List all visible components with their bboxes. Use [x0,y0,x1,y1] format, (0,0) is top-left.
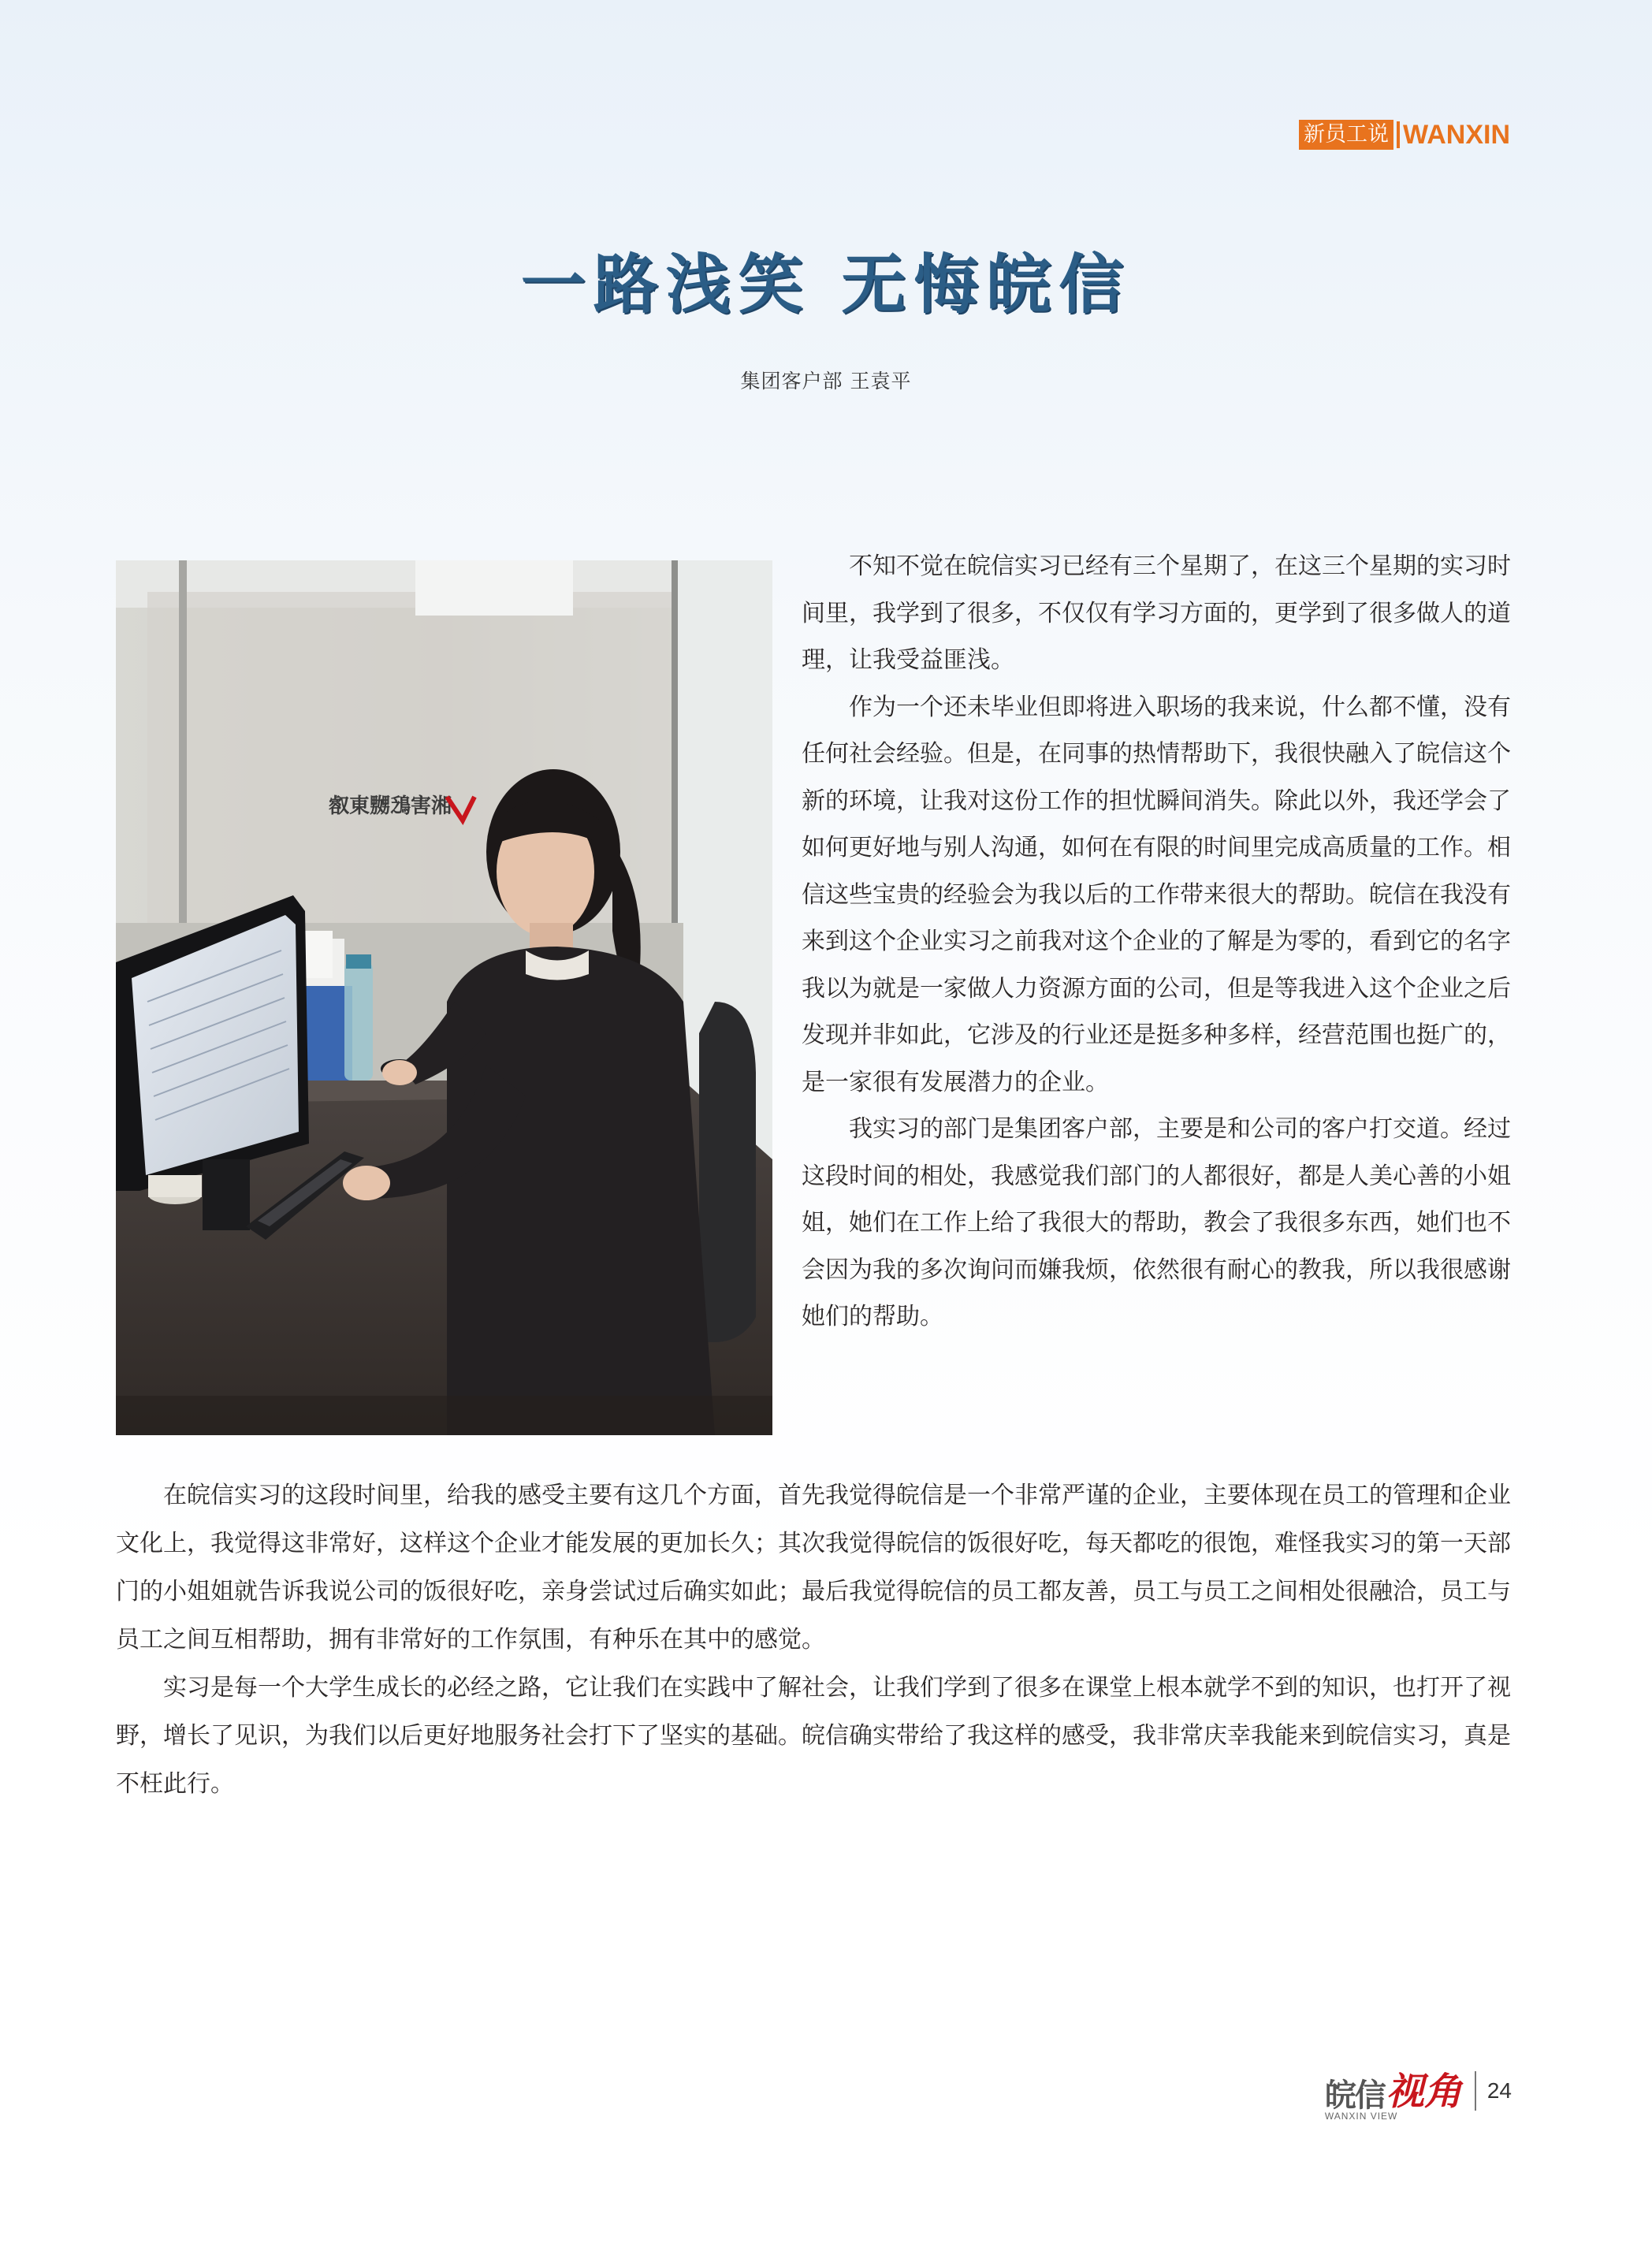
paragraph: 作为一个还未毕业但即将进入职场的我来说，什么都不懂，没有任何社会经验。但是，在同事的热情帮助下，我很快融入了皖信这个新的环境，让我对这份工作的担忧瞬间消失。除此以外，我还学会了如何更好地与别人沟通，如何在有限的时间里完成高质量的工作。相信这些宝贵的经验会为我以后的工作带来很大的帮助。皖信在我没有来到这个企业实习之前我对这个企业的了解是为零的，看到它的名字我以为就是一家做人力资源方面的公司，但是等我进入这个企业之后发现并非如此，它涉及的行业还是挺多种多样，经营范围也挺广的，是一家很有发展潜力的企业。 [802,693,1511,1096]
paragraph: 不知不觉在皖信实习已经有三个星期了，在这三个星期的实习时间里，我学到了很多，不仅仅有学习方面的，更学到了很多做人的道理，让我受益匪浅。 [802,552,1511,674]
section-tag [1299,118,1510,151]
article-photo [116,560,772,1435]
section-label-cn: 新员工说 [1299,120,1393,150]
paragraph: 在皖信实习的这段时间里，给我的感受主要有这几个方面，首先我觉得皖信是一个非常严谨的企业，主要体现在员工的管理和企业文化上，我觉得这非常好，这样这个企业才能发展的更加长久；其次我觉得皖信的饭很好吃，每天都吃的很饱，难怪我实习的第一天部门的小姐姐就告诉我说公司的饭很好吃，亲身尝试过后确实如此；最后我觉得皖信的员工都友善，员工与员工之间相处很融洽，员工与员工之间互相帮助，拥有非常好的工作氛围，有种乐在其中的感觉。 [116,1482,1511,1654]
office-photo-illustration [116,560,772,1435]
article-author: 集团客户部 王袁平 [740,370,912,392]
article-body-right-column [802,543,1511,1341]
section-label-en: WANXIN [1403,119,1510,150]
page-footer [1324,2063,1512,2122]
logo-text-en: WANXIN VIEW [1324,2110,1398,2122]
paragraph: 我实习的部门是集团客户部，主要是和公司的客户打交道。经过这段时间的相处，我感觉我们部门的人都很好，都是人美心善的小姐姐，她们在工作上给了我很大的帮助，教会了我很多东西，她们也不会因为我的多次询问而嫌我烦，依然很有耐心的教我，所以我很感谢她们的帮助。 [802,1115,1511,1330]
paragraph: 实习是每一个大学生成长的必经之路，它让我们在实践中了解社会，让我们学到了很多在课堂上根本就学不到的知识，也打开了视野，增长了见识，为我们以后更好地服务社会打下了坚实的基础。皖信确实带给了我这样的感受，我非常庆幸我能来到皖信实习，真是不枉此行。 [116,1674,1511,1798]
article-title: 一路浅笑 无悔皖信 [520,247,1132,322]
page-number: 24 [1486,2078,1512,2103]
magazine-logo [1325,2061,1462,2122]
wall-sign-text: 㕡東嬲鴔害湘 [329,794,452,818]
section-divider [1397,121,1400,148]
footer-divider [1475,2071,1476,2111]
logo-text-cn2: 视角 [1386,2069,1462,2114]
logo-text-cn1: 皖信 [1324,2077,1385,2114]
article-body-full-width [116,1471,1511,1808]
